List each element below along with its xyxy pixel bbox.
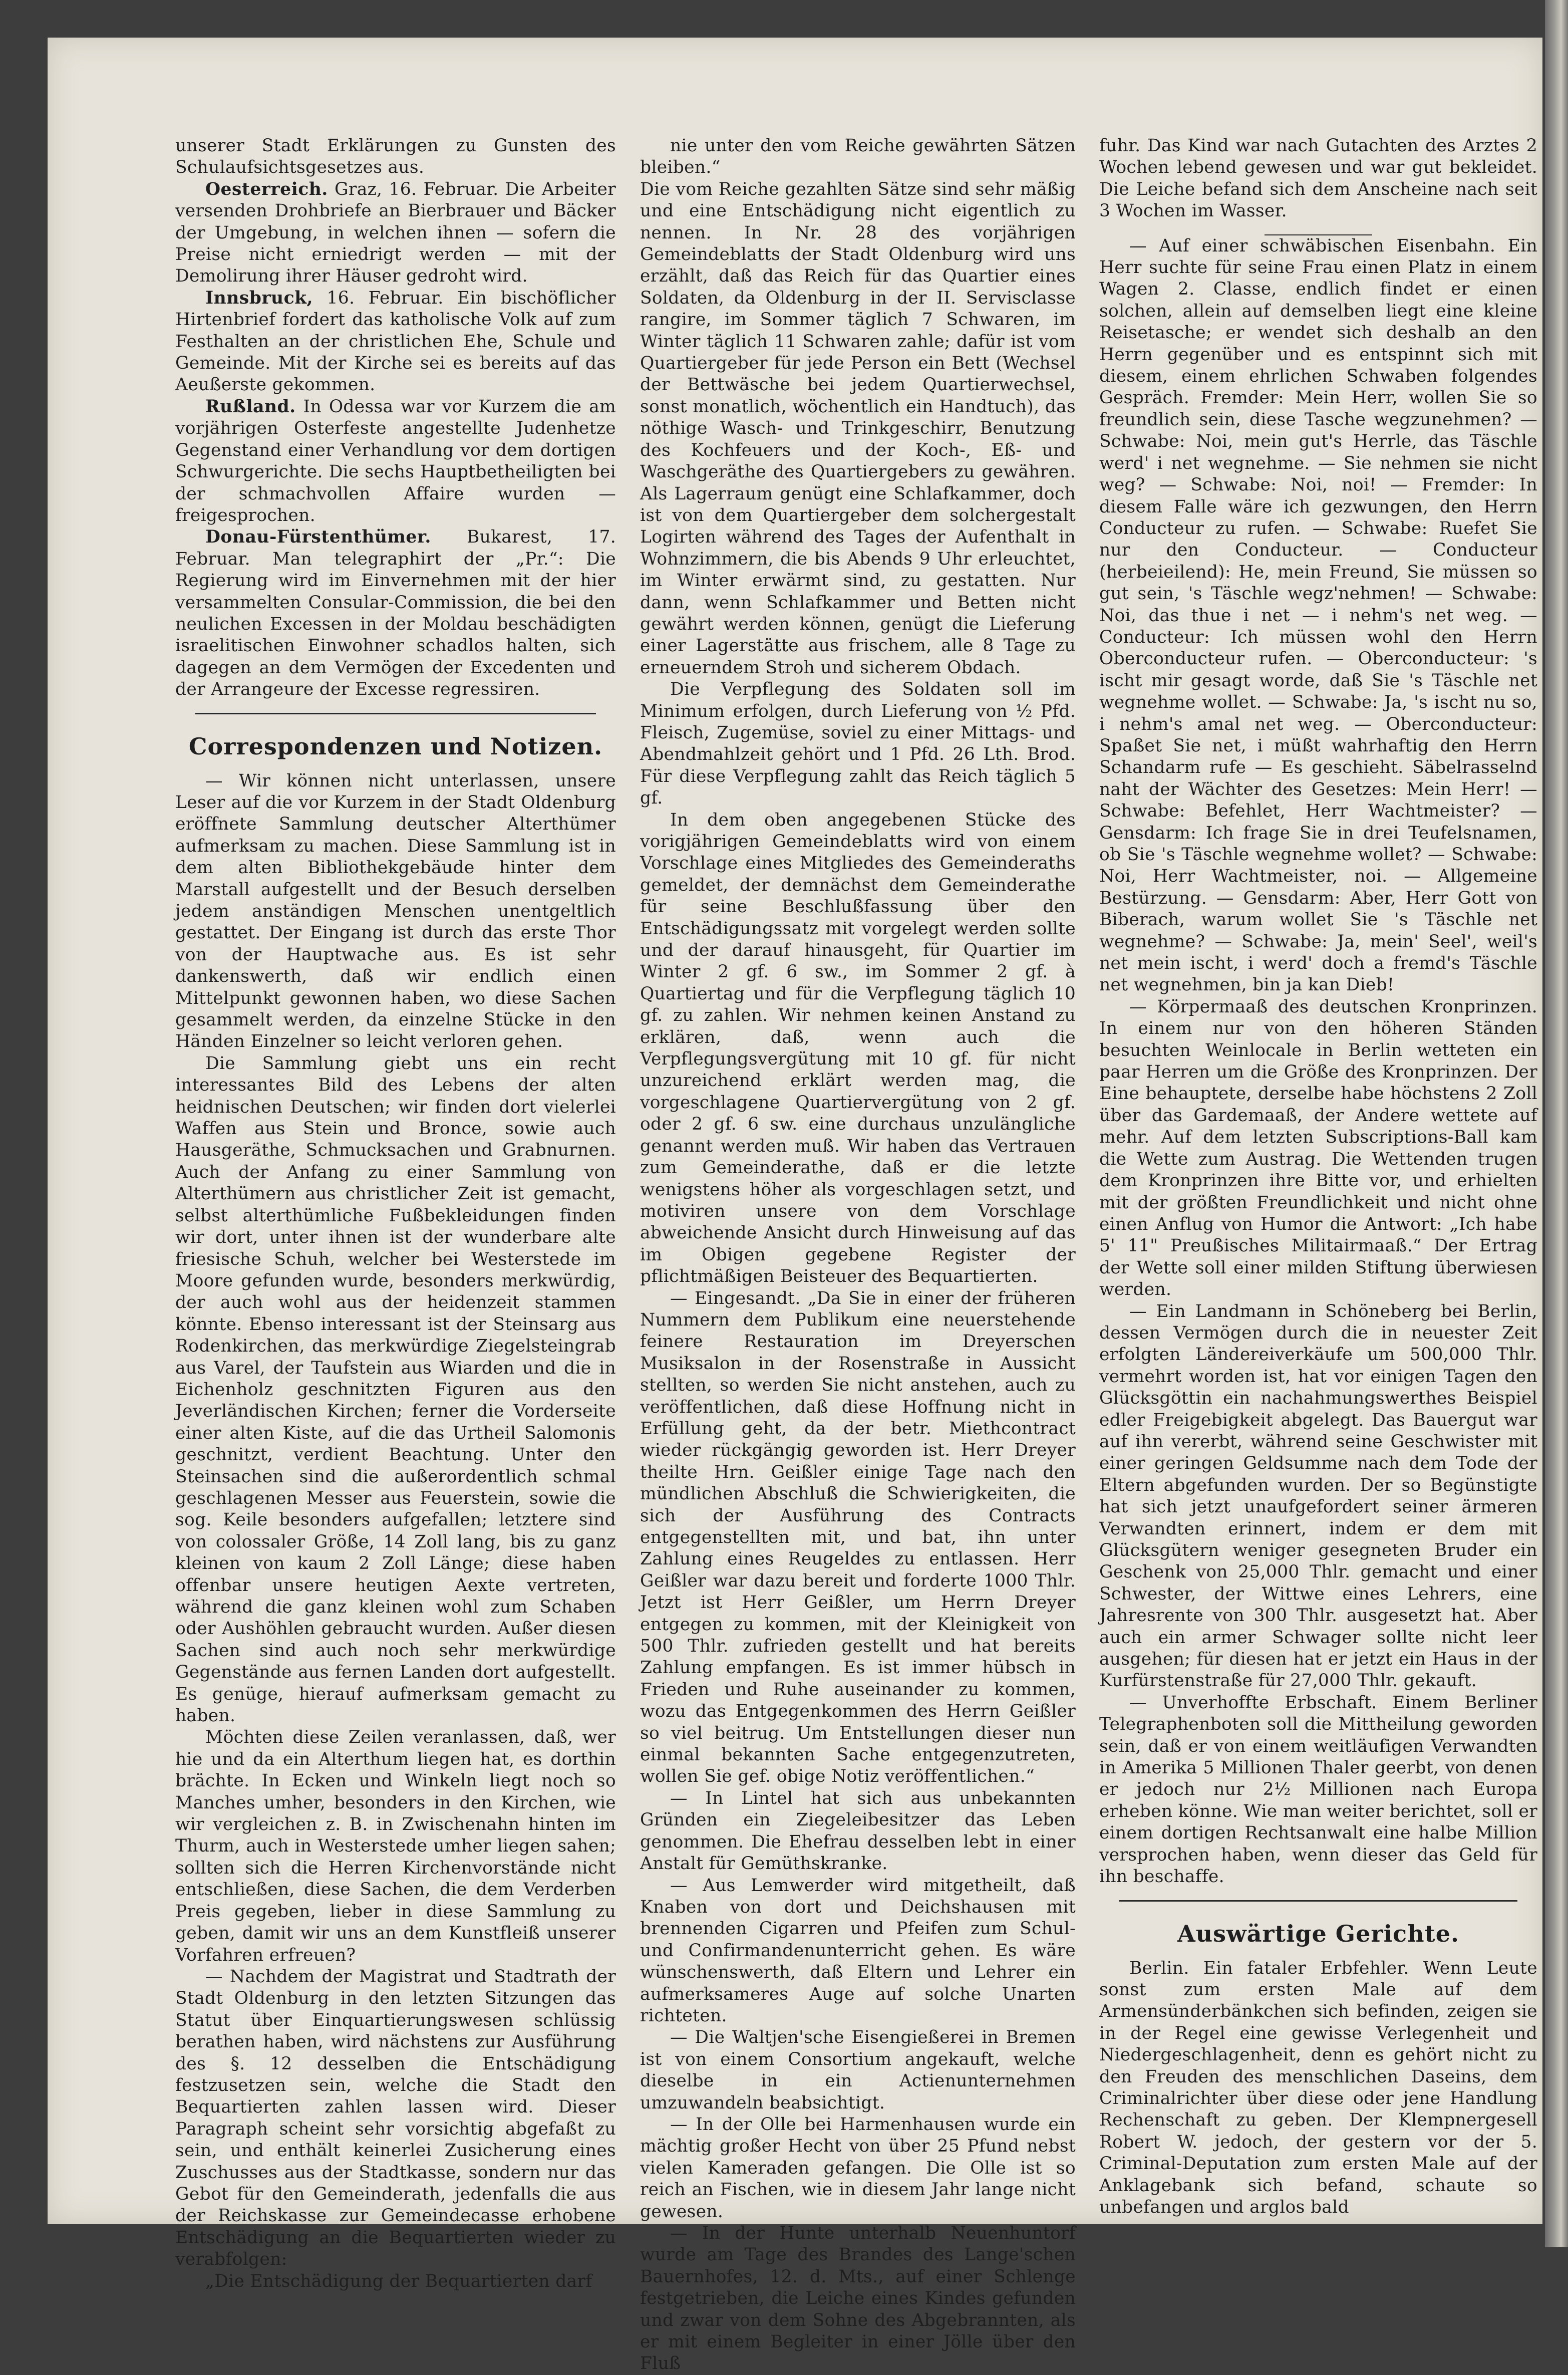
paragraph: — Wir können nicht unterlassen, unsere Leser auf die vor Kurzem in der Stadt Oldenburg eröffnete Sammlung deutscher Alterthümer aufmerksam zu machen. Diese Sammlung ist in dem alten Bibliothekgebäude hinter dem Marstall aufgestellt und der Besuch derselben jedem anständigen Menschen unentgeltlich gestattet. Der Eingang ist durch das erste Thor von der Hauptwache aus. Es ist sehr dankenswerth, daß wir endlich einen Mittelpunkt gewonnen haben, wo diese Sachen gesammelt werden, da einzelne Stücke in den Händen Einzelner so leicht verloren gehen. [175, 770, 616, 1052]
paragraph: Möchten diese Zeilen veranlassen, daß, wer hie und da ein Alterthum liegen hat, es dorthin brächte. In Ecken und Winkeln liegt noch so Manches umher, besonders in den Kirchen, wie wir vergleichen z. B. in Zwischenahn hinten im Thurm, auch in Westerstede umher liegen sahen; sollten sich die Herren Kirchenvorstände nicht entschließen, diese Sachen, die dem Verderben Preis gegeben, lieber in diese Sammlung zu geben, damit wir uns an dem Kunstfleiß unserer Vorfahren erfreuen? [175, 1727, 616, 1965]
section-divider [1119, 1900, 1517, 1902]
paragraph: Die vom Reiche gezahlten Sätze sind sehr mäßig und eine Entschädigung nicht eigentlich zu nennen. In Nr. 28 des vorjährigen Gemeindeblatts der Stadt Oldenburg wird uns erzählt, daß das Reich für das Quartier eines Soldaten, da Oldenburg in der II. Servisclasse rangire, im Sommer täglich 7 Schwaren, im Winter täglich 11 Schwaren zahle; dafür ist vom Quartiergeber für jede Person ein Bett (Wechsel der Bettwäsche bei jedem Quartierwechsel, sonst monatlich, wöchentlich ein Handtuch), das nöthige Wasch- und Trinkgeschirr, Benutzung des Kochfeuers und der Koch-, Eß- und Waschgeräthe des Quartiergebers zu gewähren. Als Lagerraum genügt eine Schlafkammer, doch ist von dem Quartiergeber dem solchergestalt Logirten während des Tages der Aufenthalt in Wohnzimmern, die bis Abends 9 Uhr erleuchtet, im Winter erwärmt sind, zu gestatten. Nur dann, wenn Schlafkammer und Betten nicht gewährt werden können, genügt die Lieferung einer Lagerstätte aus frischem, alle 8 Tage zu erneuerndem Stroh und sicherem Obdach. [640, 179, 1076, 678]
paragraph: — Unverhoffte Erbschaft. Einem Berliner Telegraphenboten soll die Mittheilung geworden sein, daß er von einem weitläufigen Verwandten in Amerika 5 Millionen Thaler geerbt, von denen er jedoch nur 2½ Millionen nach Europa erheben könne. Wie man weiter berichtet, soll er einem dortigen Rechtsanwalt eine halbe Million versprochen haben, wenn dieser das Geld für ihn beschaffe. [1099, 1692, 1537, 1887]
paragraph: — In Lintel hat sich aus unbekannten Gründen ein Ziegeleibesitzer das Leben genommen. Die Ehefrau desselben lebt in einer Anstalt für Gemüthskranke. [640, 1788, 1076, 1874]
column-3 [1099, 135, 1537, 2218]
news-danube: Donau-Fürstenthümer. Bukarest, 17. Februar. Man telegraphirt der „Pr.“: Die Regierung wird im Einvernehmen mit der hier versammelten Consular-Commission, die bei den neulichen Excessen in der Moldau beschädigten israelitischen Einwohner schadlos halten, sich dagegen an dem Vermögen der Excedenten und der Arrangeure der Excesse regressiren. [175, 527, 616, 700]
news-russia: Rußland. In Odessa war vor Kurzem die am vorjährigen Osterfeste angestellte Judenhetze Gegenstand einer Verhandlung vor dem dortigen Schwurgerichte. Die sechs Hauptbetheiligten bei der schmachvollen Affaire wurden — freigesprochen. [175, 396, 616, 525]
paragraph: — Körpermaaß des deutschen Kronprinzen. In einem nur von den höheren Ständen besuchten Weinlocale in Berlin wetteten ein paar Herren um die Größe des Kronprinzen. Der Eine behauptete, derselbe habe höchstens 2 Zoll über das Gardemaaß, der Andere wettete auf mehr. Auf dem letzten Subscriptions-Ball kam die Wette zum Austrag. Die Wettenden trugen dem Kronprinzen ihre Bitte vor, und erhielten mit der größten Freundlichkeit und nicht ohne einen Anflug von Humor die Antwort: „Ich habe 5' 11" Preußisches Militairmaaß.“ Der Ertrag der Wette soll einer milden Stiftung überwiesen werden. [1099, 996, 1537, 1300]
page-edge [1545, 0, 1568, 2247]
news-innsbruck: Innsbruck, 16. Februar. Ein bischöflicher Hirtenbrief fordert das katholische Volk auf zum Festhalten an der christlichen Ehe, Schule und Gemeinde. Mit der Kirche sei es bereits auf das Aeußerste gekommen. [175, 288, 616, 395]
paragraph: Die Sammlung giebt uns ein recht interessantes Bild des Lebens der alten heidnischen Deutschen; wir finden dort vielerlei Waffen aus Stein und Bronce, sowie auch Hausgeräthe, Schmucksachen und Grabnurnen. Auch der Anfang zu einer Sammlung von Alterthümern aus christlicher Zeit ist gemacht, selbst alterthümliche Fußbekleidungen finden wir dort, unter ihnen ist der wunderbare alte friesische Schuh, welcher bei Westerstede im Moore gefunden wurde, besonders merkwürdig, der auch wohl aus der heidenzeit stammen könnte. Ebenso interessant ist der Steinsarg aus Rodenkirchen, das merkwürdige Ziegelsteingrab aus Varel, der Taufstein aus Wiarden und die in Eichenholz geschnitzten Figuren aus den Jeverländischen Kirchen; ferner die Vorderseite einer alten Kiste, auf die das Urtheil Salomonis geschnitzt, verdient Beachtung. Unter den Steinsachen sind die außerordentlich schmal geschlagenen Messer aus Feuerstein, sowie die sog. Keile besonders aufgefallen; letztere sind von colossaler Größe, 14 Zoll lang, bis zu ganz kleinen von kaum 2 Zoll Länge; diese haben offenbar unsere heutigen Aexte vertreten, während die ganz kleinen wohl zum Schaben oder Aushöhlen gebraucht wurden. Außer diesen Sachen sind auch noch sehr merkwürdige Gegenstände aus fernen Landen dort aufgestellt. Es genüge, hierauf aufmerksam gemacht zu haben. [175, 1053, 616, 1726]
paragraph: — Aus Lemwerder wird mitgetheilt, daß Knaben von dort und Deichshausen mit brennenden Cigarren und Pfeifen zum Schul- und Confirmandenunterricht gehen. Es wäre wünschenswerth, daß Eltern und Lehrer ein aufmerksameres Auge auf solche Unarten richteten. [640, 1875, 1076, 2026]
paragraph: nie unter den vom Reiche gewährten Sätzen bleiben.“ [640, 136, 1076, 178]
column-2 [640, 135, 1076, 2375]
section-divider [195, 713, 596, 714]
paragraph: „Die Entschädigung der Bequartierten darf [205, 2271, 592, 2291]
paragraph: — Auf einer schwäbischen Eisenbahn. Ein Herr suchte für seine Frau einen Platz in einem Wagen 2. Classe, endlich findet er einen solchen, allein auf demselben liegt eine kleine Reisetasche; er wendet sich deshalb an den Herrn gegenüber und es entspinnt sich mit diesem, einem ehrlichen Schwaben folgendes Gespräch. Fremder: Mein Herr, wollen Sie so freundlich sein, diese Tasche wegzunehmen? — Schwabe: Noi, mein gut's Herrle, das Täschle werd' i net wegnehme. — Sie nehmen sie nicht weg? — Schwabe: Noi, noi! — Fremder: In diesem Falle wäre ich gezwungen, den Herrn Conducteur zu rufen. — Schwabe: Ruefet Sie nur den Conducteur. — Conducteur (herbeieilend): He, mein Freund, Sie müssen so gut sein, 's Täschle wegz'nehmen! — Schwabe: Noi, das thue i net — i nehm's net weg. — Conducteur: Ich müssen wohl den Herrn Oberconducteur rufen. — Oberconducteur: 's ischt mir gesagt worde, daß Sie 's Täschle net wegnehme wollet. — Schwabe: Ja, 's ischt nu so, i nehm's amal net weg. — Oberconducteur: Spaßet Sie net, i müßt wahrhaftig den Herrn Schandarm rufe — Es geschieht. Säbelrasselnd naht der Wächter des Gesetzes: Mein Herr! — Schwabe: Befehlet, Herr Wachtmeister? — Gensdarm: Ich frage Sie in drei Teufelsnamen, ob Sie 's Täschle wegnehme wollet? — Schwabe: Noi, Herr Wachtmeister, noi. — Allgemeine Bestürzung. — Gensdarm: Aber, Herr Gott von Biberach, warum wollet Sie 's Täschle net wegnehme? — Schwabe: Ja, mein' Seel', weil's net mein ischt, i werd' doch a fremd's Täschle net wegnehmen, bin ja kan Dieb! [1099, 235, 1537, 995]
paragraph: Die Verpflegung des Soldaten soll im Minimum erfolgen, durch Lieferung von ½ Pfd. Fleisch, Zugemüse, soviel zu einer Mittags- und Abendmahlzeit gehört und 1 Pfd. 26 Lth. Brod. Für diese Verpflegung zahlt das Reich täglich 5 gf. [640, 679, 1076, 809]
section-heading: Correspondenzen und Notizen. [188, 732, 603, 760]
section-heading: Auswärtige Gerichte. [1177, 1920, 1460, 1947]
paragraph: — Eingesandt. „Da Sie in einer der früheren Nummern dem Publikum eine neuerstehende feinere Restauration im Dreyerschen Musiksalon in der Rosenstraße in Aussicht stellten, so werden Sie nicht anstehen, auch zu veröffentlichen, daß diese Hoffnung nicht in Erfüllung geht, da der betr. Miethcontract wieder rückgängig geworden ist. Herr Dreyer theilte Hrn. Geißler einige Tage nach den mündlichen Abschluß die Schwierigkeiten, die sich der Ausführung des Contracts entgegenstellten mit, und bat, ihn unter Zahlung eines Reugeldes zu entlassen. Herr Geißler war dazu bereit und forderte 1000 Thlr. Jetzt ist Herr Geißler, um Herrn Dreyer entgegen zu kommen, mit der Kleinigkeit von 500 Thlr. zufrieden gestellt und hat bereits Zahlung empfangen. Es ist immer hübsch in Frieden und Ruhe auseinander zu kommen, wozu das Entgegenkommen des Herrn Geißler so viel beitrug. Um Entstellungen dieser nun einmal bekannten Sache entgegenzutreten, wollen Sie gef. obige Notiz veröffentlichen.“ [640, 1288, 1076, 1787]
paragraph: Berlin. Ein fataler Erbfehler. Wenn Leute sonst zum ersten Male auf dem Armensünderbänkchen sich befinden, zeigen sie in der Regel eine gewisse Verlegenheit und Niedergeschlagenheit, denn es gehört nicht zu den Freuden des menschlichen Daseins, dem Criminalrichter über diese oder jene Handlung Rechenschaft zu geben. Der Klempnergesell Robert W. jedoch, der gestern vor der 5. Criminal-Deputation zum ersten Male auf der Anklagebank sich befand, schaute so unbefangen und arglos bald [1099, 1958, 1537, 2217]
article-continuation: unserer Stadt Erklärungen zu Gunsten des Schulaufsichtsgesetzes aus. [175, 136, 616, 178]
news-austria: Oesterreich. Graz, 16. Februar. Die Arbeiter versenden Drohbriefe an Bierbrauer und Bäcker der Umgebung, in welchen ihnen — sofern die Preise nicht erniedrigt werden — mit der Demolirung ihrer Häuser gedroht wird. [175, 179, 616, 287]
paragraph: — Die Waltjen'sche Eisengießerei in Bremen ist von einem Consortium angekauft, welche dieselbe in ein Actienunternehmen umzuwandeln beabsichtigt. [640, 2027, 1076, 2113]
paragraph: — Ein Landmann in Schöneberg bei Berlin, dessen Vermögen durch die in neuester Zeit erfolgten Ländereiverkäufe um 500,000 Thlr. vermehrt worden ist, hat vor einigen Tagen den Glücksgöttin ein nachahmungswerthes Beispiel edler Freigebigkeit abgelegt. Das Bauergut war auf ihn vererbt, während seine Geschwister mit einer geringen Geldsumme nach dem Tode der Eltern abgefunden wurden. Der so Begünstigte hat sich jetzt unaufgefordert seiner ärmeren Verwandten erinnert, indem er dem mit Glücksgütern weniger gesegneten Bruder ein Geschenk von 25,000 Thlr. gemacht und einer Schwester, der Wittwe eines Lehrers, eine Jahresrente von 300 Thlr. ausgesetzt hat. Aber auch ein armer Schwager sollte nicht leer ausgehen; für diesen hat er jetzt ein Haus in der Kurfürstenstraße für 27,000 Thlr. gekauft. [1099, 1301, 1537, 1691]
paragraph: — In der Olle bei Harmenhausen wurde ein mächtig großer Hecht von über 25 Pfund nebst vielen Kameraden gefangen. Die Olle ist so reich an Fischen, wie in diesem Jahr lange nicht gewesen. [640, 2114, 1076, 2222]
paragraph: fuhr. Das Kind war nach Gutachten des Arztes 2 Wochen lebend gewesen und war gut bekleidet. Die Leiche befand sich dem Anscheine nach seit 3 Wochen im Wasser. [1099, 136, 1537, 221]
paragraph: — Nachdem der Magistrat und Stadtrath der Stadt Oldenburg in den letzten Sitzungen das Statut über Einquartierungswesen schlüssig berathen haben, wird nächstens zur Ausführung des §. 12 desselben die Entschädigung festzusetzen sein, welche die Stadt den Bequartierten zahlen lassen wird. Dieser Paragraph scheint sehr vorsichtig abgefaßt zu sein, und enthält keinerlei Zusicherung eines Zuschusses aus der Stadtkasse, sondern nur das Gebot für den Gemeinderath, jedenfalls die aus der Reichskasse zur Gemeindecasse erhobene Entschädigung an die Bequartierten wieder zu verabfolgen: [175, 1966, 616, 2270]
paragraph: — In der Hunte unterhalb Neuenhuntorf wurde am Tage des Brandes des Lange'schen Bauernhofes, 12. d. Mts., auf einer Schlenge festgetrieben, die Leiche eines Kindes gefunden und zwar von dem Sohne des Abgebrannten, als er mit einem Begleiter in einer Jölle über den Fluß [640, 2223, 1076, 2374]
paragraph: In dem oben angegebenen Stücke des vorigjährigen Gemeindeblatts wird von einem Vorschlage eines Mitgliedes des Gemeinderaths gemeldet, der demnächst dem Gemeinderathe für seine Beschlußfassung über den Entschädigungssatz mit vorgelegt werden sollte und der darauf hinausgeht, für Quartier im Winter 2 gf. 6 sw., im Sommer 2 gf. à Quartiertag und für die Verpflegung täglich 10 gf. zu zahlen. Wir nehmen keinen Anstand zu erklären, daß, wenn auch die Verpflegungsvergütung mit 10 gf. für nicht unzureichend erklärt werden mag, die vorgeschlagene Quartiervergütung von 2 gf. oder 2 gf. 6 sw. eine durchaus unzulängliche genannt werden muß. Wir haben das Vertrauen zum Gemeinderathe, daß er die letzte wenigstens höher als vorgeschlagen setzt, und motiviren unsere von dem Vorschlage abweichende Ansicht durch Hinweisung auf das im Obigen gegebene Register der pflichtmäßigen Beisteuer des Bequartierten. [640, 810, 1076, 1287]
column-1 [175, 135, 616, 2292]
